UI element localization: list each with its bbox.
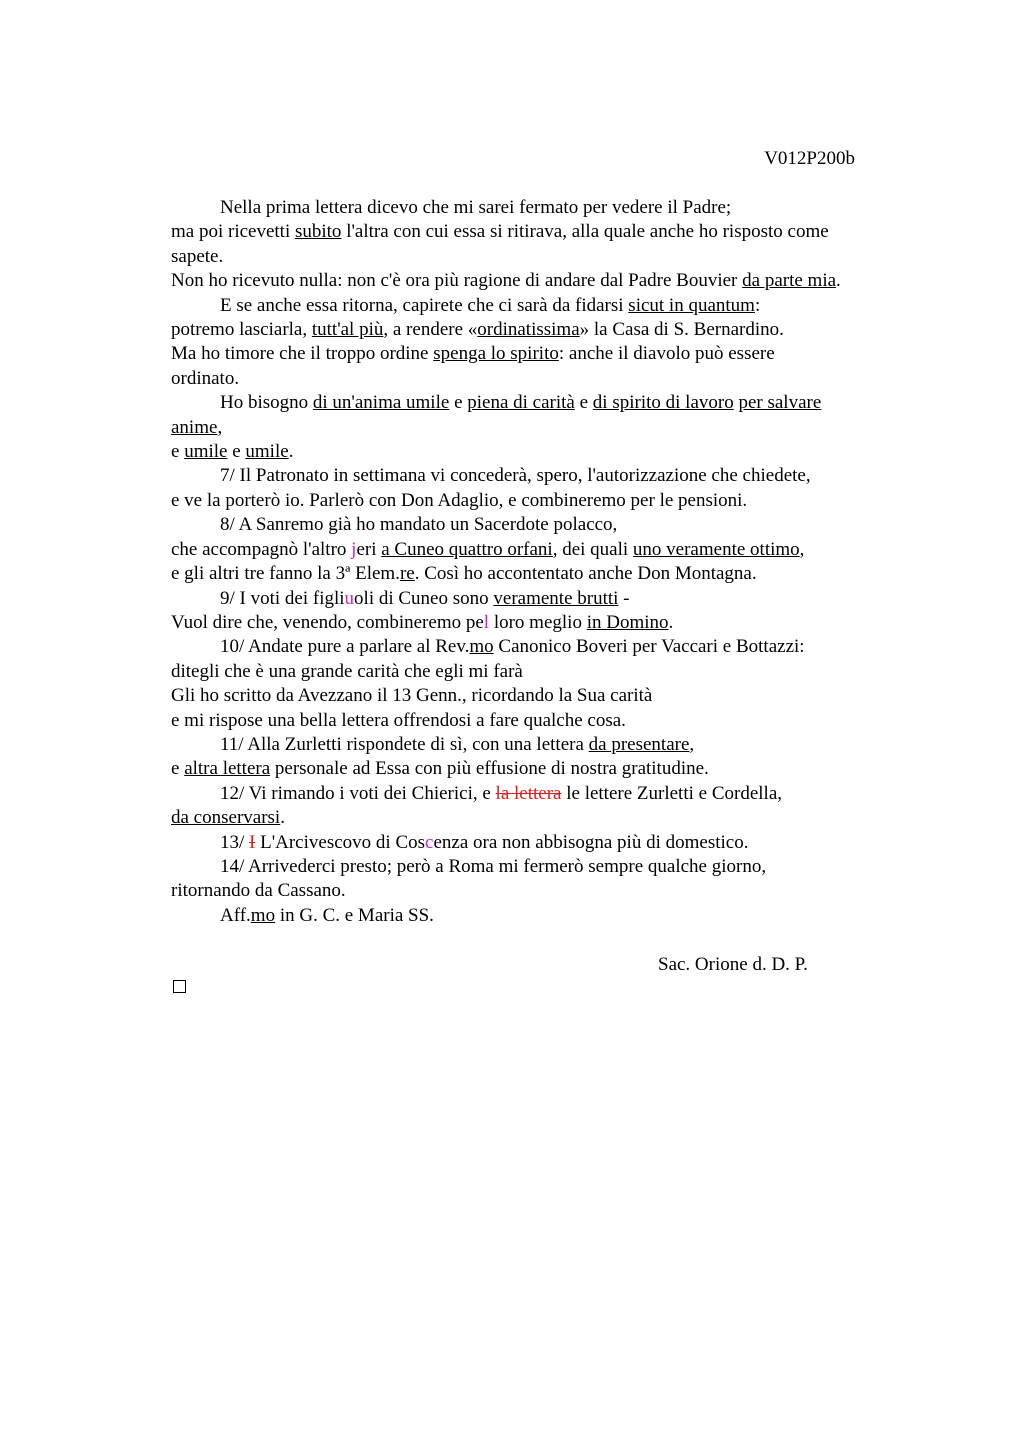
letter-body: [171, 196, 911, 928]
text-line: [171, 294, 911, 318]
text-segment: 9/ I voti dei figli: [220, 587, 345, 609]
text-segment: Canonico Boveri per Vaccari e Bottazzi:: [493, 636, 805, 658]
text-segment: , a rendere «: [383, 319, 478, 341]
text-line: [171, 635, 911, 659]
text-line: [171, 660, 911, 684]
text-line: [171, 220, 911, 244]
text-line: [171, 855, 911, 879]
text-line: [171, 538, 911, 562]
text-line: [171, 342, 911, 366]
underlined-text: sicut in quantum: [628, 294, 755, 316]
text-segment: Nella prima lettera dicevo che mi sarei fermato per vedere il Padre;: [220, 197, 732, 218]
text-segment: , dei quali: [552, 538, 633, 560]
text-line: [171, 879, 911, 903]
text-segment: enza ora non abbisogna più di domestico.: [433, 831, 749, 853]
text-segment: Non ho ricevuto nulla: non c'è ora più ragione di andare dal Padre Bouvier: [171, 270, 743, 292]
text-segment: ditegli che è una grande carità che egli mi farà: [171, 660, 523, 682]
text-segment: 12/ Vi rimando i voti dei Chierici, e: [220, 782, 496, 804]
inserted-text: j: [351, 538, 357, 560]
text-segment: e: [227, 441, 246, 463]
underlined-text: di un'anima umile: [312, 392, 450, 414]
text-line: [171, 245, 911, 269]
text-segment: in G. C. e Maria SS.: [275, 904, 434, 926]
underlined-text: da conservarsi: [171, 807, 281, 829]
underlined-text: spenga lo spirito: [433, 343, 559, 365]
text-segment: eri: [356, 538, 382, 560]
text-segment: .: [280, 807, 285, 829]
text-segment: ,: [689, 733, 695, 755]
text-segment: ,: [799, 538, 805, 560]
underlined-text: altra lettera: [184, 758, 271, 780]
text-line: [171, 587, 911, 611]
underlined-text: in Domino: [586, 611, 669, 633]
underlined-text: da parte mia: [742, 270, 837, 292]
underlined-text: di spirito di lavoro: [592, 392, 734, 414]
text-segment: 14/ Arrivederci presto; però a Roma mi fermerò sempre qualche giorno,: [220, 855, 767, 877]
text-segment: Gli ho scritto da Avezzano il 13 Genn., ricordando la Sua carità: [171, 685, 653, 707]
text-segment: le lettere Zurletti e Cordella,: [561, 782, 782, 804]
text-segment: : anche il diavolo può essere: [558, 343, 775, 365]
underlined-text: tutt'al più: [311, 319, 384, 341]
text-segment: e gli altri tre fanno la 3ª Elem.: [171, 563, 400, 585]
text-segment: 11/ Alla Zurletti rispondete di sì, con una lettera: [220, 733, 589, 755]
text-segment: ,: [217, 416, 223, 438]
text-line: [171, 318, 911, 342]
text-segment: Ho bisogno: [220, 392, 313, 414]
signature: Sac. Orione d. D. P.: [658, 954, 808, 975]
inserted-text: c: [425, 831, 434, 853]
underlined-text: uno veramente ottimo: [632, 538, 800, 560]
underlined-text: a Cuneo quattro orfani: [381, 538, 553, 560]
text-line: [171, 611, 911, 635]
text-segment: personale ad Essa con più effusione di nostra gratitudine.: [270, 758, 709, 780]
underlined-text: da presentare: [588, 733, 690, 755]
text-line: [171, 831, 911, 855]
text-line: [171, 416, 911, 440]
text-segment: L'Arcivescovo di Cos: [255, 831, 426, 853]
underlined-text: umile: [184, 441, 228, 463]
text-line: [171, 904, 911, 928]
inserted-text: l: [483, 611, 490, 633]
text-line: [171, 440, 911, 464]
text-segment: .: [836, 270, 841, 292]
text-segment: 8/ A Sanremo già ho mandato un Sacerdote polacco,: [220, 514, 618, 536]
text-line: [171, 464, 911, 488]
text-line: [171, 269, 911, 293]
text-segment: » la Casa di S. Bernardino.: [579, 319, 784, 341]
text-segment: :: [754, 294, 761, 316]
text-segment: .: [668, 611, 674, 633]
underlined-text: anime: [171, 416, 218, 438]
text-segment: l'altra con cui essa si ritirava, alla quale anche ho risposto come: [341, 221, 829, 243]
deleted-text: I: [249, 831, 256, 853]
text-segment: loro meglio: [489, 611, 587, 633]
text-segment: sapete.: [171, 245, 224, 267]
text-line: [171, 782, 911, 806]
text-segment: e mi rispose una bella lettera offrendosi a fare qualche cosa.: [171, 709, 626, 731]
text-segment: 7/ Il Patronato in settimana vi concederà, spero, l'autorizzazione che chiedete,: [220, 465, 811, 487]
underlined-text: re: [399, 563, 415, 585]
text-segment: che accompagnò l'altro: [171, 538, 352, 560]
text-line: [171, 513, 911, 537]
text-segment: e ve la porterò io. Parlerò con Don Adaglio, e combineremo per le pensioni.: [171, 489, 748, 511]
text-segment: E se anche essa ritorna, capirete che ci sarà da fidarsi: [220, 294, 629, 316]
text-segment: .: [288, 441, 294, 463]
deleted-text: la lettera: [495, 782, 562, 804]
text-segment: e: [449, 392, 468, 414]
text-segment: Ma ho timore che il troppo ordine: [171, 343, 434, 365]
text-line: [171, 806, 911, 830]
text-line: [171, 733, 911, 757]
text-segment: ritornando da Cassano.: [171, 880, 346, 902]
text-line: [171, 709, 911, 733]
text-segment: e: [574, 392, 593, 414]
text-line: [171, 757, 911, 781]
text-line: [171, 391, 911, 415]
text-segment: ordinato.: [171, 367, 240, 389]
page-id: V012P200b: [764, 148, 855, 169]
text-segment: e: [171, 758, 185, 780]
text-segment: -: [618, 587, 630, 609]
underlined-text: mo: [250, 904, 276, 926]
text-line: [171, 684, 911, 708]
inserted-text: u: [344, 587, 355, 609]
end-of-document-box-icon: [173, 980, 186, 993]
text-line: [171, 196, 911, 220]
underlined-text: per salvare: [738, 392, 822, 414]
text-line: [171, 367, 911, 391]
text-segment: Aff.: [220, 904, 251, 926]
text-segment: e: [171, 441, 185, 463]
underlined-text: umile: [245, 441, 289, 463]
text-segment: 10/ Andate pure a parlare al Rev.: [220, 636, 470, 658]
underlined-text: subito: [294, 221, 342, 243]
underlined-text: piena di carità: [467, 392, 575, 414]
text-line: [171, 562, 911, 586]
text-segment: Vuol dire che, venendo, combineremo pe: [171, 611, 484, 633]
underlined-text: veramente brutti: [493, 587, 619, 609]
text-line: [171, 489, 911, 513]
text-segment: 13/: [220, 831, 250, 853]
text-segment: oli di Cuneo sono: [354, 587, 494, 609]
text-segment: ma poi ricevetti: [171, 221, 295, 243]
underlined-text: ordinatissima: [477, 319, 580, 341]
text-segment: . Così ho accontentato anche Don Montagna.: [414, 563, 757, 585]
text-segment: potremo lasciarla,: [171, 319, 312, 341]
underlined-text: mo: [469, 636, 494, 658]
